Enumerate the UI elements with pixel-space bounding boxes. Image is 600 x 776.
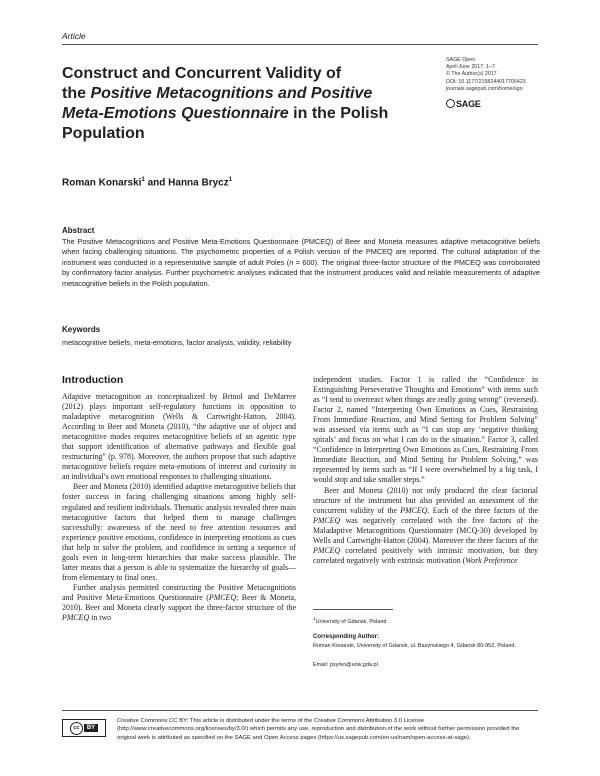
paragraph-part: correlated positively with intrinsic motivation, but they correlated negatively with extrinsic motivation ( (313, 545, 538, 565)
keywords-heading: Keywords (62, 325, 101, 334)
journal-doi[interactable]: DOI: 10.1177/2158244017705423 (446, 78, 526, 85)
keywords-text: metacognitive beliefs, meta-emotions, factor analysis, validity, reliability (62, 338, 292, 347)
author-name: Hanna Brycz (168, 177, 229, 189)
author-affiliation-marker: 1 (228, 177, 233, 183)
paragraph-part: . Each of the three factors of the (427, 505, 538, 515)
paragraph (62, 583, 296, 623)
abstract-sample-symbol: n (289, 257, 294, 267)
sage-logo (446, 99, 481, 109)
abstract-text-part: = 600). The original three-factor structure of the PMCEQ was corroborated by confirmatory factor analysis. Further psychometric analyses indicated that the instrument produces valid and reliable measurements of adaptive metacognitive beliefs in the Polish population. (62, 257, 540, 288)
paragraph-part: ; Beer & Moneta, 2010). Beer and Moneta clearly support the three-factor structure of the (62, 592, 296, 612)
body-column-right (313, 375, 538, 566)
acronym-pmceq: PMCEQ (62, 613, 90, 623)
by-icon: BY (84, 724, 98, 732)
header-divider (62, 44, 538, 45)
abstract-text-part: The Positive Metacognitions and Positive Meta-Emotions Questionnaire (PMCEQ) of Beer and Moneta measures adaptive metacognitive beliefs when facing challenging situations. The psychometric properties of a Polish version of the PMCEQ are reported. The cultural adaptation of the instrument was conducted in a representative sample of adult Poles ( (62, 237, 540, 267)
affiliation-footnote (313, 615, 386, 626)
paragraph (313, 486, 538, 566)
author-affiliation-marker: 1 (141, 177, 145, 183)
footnote-divider (313, 609, 393, 610)
title-line-2-plain: the (62, 85, 91, 102)
journal-url[interactable]: journals.sagepub.com/home/sgo (446, 85, 523, 92)
questionnaire-title: Work Preference (465, 555, 518, 565)
license-divider (62, 710, 538, 711)
journal-issue: April-June 2017: 1–7 (446, 64, 495, 71)
title-line-2-italic: Positive Metacognitions and Positive (90, 85, 373, 102)
title-line-1: Construct and Concurrent Validity of (62, 65, 342, 82)
abstract-text (62, 237, 540, 289)
author-joiner: and (144, 177, 169, 189)
acronym-pmceq: PMCEQ (313, 545, 341, 555)
title-line-4: Population (62, 125, 145, 142)
corresponding-author-email[interactable]: Email: psyrko@univ.gda.pl (313, 662, 378, 668)
cc-icon: cc (70, 722, 83, 735)
creative-commons-badge[interactable] (62, 719, 106, 737)
sage-logo-text: SAGE (456, 99, 481, 109)
title-line-3-plain: in the Polish (288, 105, 389, 122)
paragraph-part: Further analysis permitted constructing the Positive Metacognitions and Positive Meta-Emotions Questionnaire ( (62, 582, 296, 602)
acronym-pmceq: PMCEQ (400, 505, 428, 515)
body-column-left (62, 392, 296, 623)
paragraph-part: Beer and Moneta (2010) not only produced the clear factorial structure of the instrument but also provided an assessment of the concurrent validity of the (313, 485, 538, 515)
paragraph-part: in two (89, 613, 112, 623)
affiliation-marker: 1 (313, 616, 316, 621)
title-line-3-italic: Meta-Emotions Questionnaire (62, 105, 289, 122)
journal-copyright: © The Author(s) 2017 (446, 71, 497, 78)
sage-logo-icon (446, 99, 455, 108)
journal-name: SAGE Open (446, 57, 476, 63)
license-text: Creative Commons CC BY: This article is distributed under the terms of the Creative Commons Attribution 3.0 License (http://www.creativecommons.org/licenses/by/3.0/) which permits any use, reproduction and distribution of the work without further permission provided the original work is attributed as specified on the SAGE and Open Access pages (https://us.sagepub.com/en-us/nam/open-access-at-sage). (117, 718, 520, 741)
paragraph: Adaptive metacognition as conceptualized by Brinol and DeMarree (2012) plays important self-regulatory functions in opposition to maladaptive metacognition (Wells & Cartwright-Hatton, 2004). According to Beer and Moneta (2010), “the adaptive use of object and metacognitive modes requires metacognitive beliefs of an agentic type that support identification of alternative pathways and flexible goal restructuring” (p. 978). Moreover, the authors propose that such adaptive metacognitive beliefs require meta-emotions of interest and curiosity in an individual’s own emotional responses to challenging situations. (62, 392, 296, 482)
abstract-heading: Abstract (62, 226, 95, 235)
acronym-pmceq: PMCEQ (208, 592, 237, 602)
article-title (62, 64, 392, 144)
affiliation-text: University of Gdansk, Poland (315, 618, 387, 625)
acronym-pmceq: PMCEQ (313, 515, 341, 525)
section-heading-introduction: Introduction (62, 374, 124, 386)
journal-info (446, 57, 546, 93)
article-type-label: Article (62, 31, 86, 41)
corresponding-author-heading: Corresponding Author: (313, 634, 380, 640)
paragraph-part: was negatively correlated with the five factors of the Maladaptive Metacognitions Questionnaire (MCQ-30) developed by Wells and Cartwright-Hatton (2004). Moreover the three factors of the (313, 515, 538, 545)
paragraph: independent studies. Factor 1 is called the “Confidence in Extinguishing Perseverative Thoughts and Emotions” with items such as “I tend to overreact when things are really going wrong” (reversed). Factor 2, named “Interpreting Own Emotions as Cues, Restraining From Immediate Reaction, and Mind Setting for Problem Solving” was assessed via items such as “I can stop any ‘negative thinking spirals’ and focus on what I can do in the situation.” Factor 3, called “Confidence in Interpreting Own Emotions as Cues, Restraining From Immediate Reaction, and Mind Setting for Problem Solving,” was represented by items such as “If I were overwhelmed by a big task, I would stop and take smaller steps.” (313, 375, 538, 485)
author-name: Roman Konarski (62, 177, 142, 189)
author-list (62, 177, 232, 188)
paragraph: Beer and Moneta (2010) identified adaptive metacognitive beliefs that foster success in facing challenging situations among highly self-regulated and resilient individuals. Thematic analysis revealed three main metacognitive factors that helped them to manage challenges successfully: awareness of the need to free attention resources and experience positive emotions, confidence in interpreting emotions as cues that help to solve the problem, and confidence in setting a sequence of goals even in long-term hierarchies that make success plausible. The latter means that a person is able to systematize the hierarchy of goals—from elementary to final ones. (62, 482, 296, 582)
corresponding-author-address: Roman Konarski, University of Gdansk, ul. Bazynskiego 4, Gdansk 80-952, Poland. (313, 643, 516, 649)
